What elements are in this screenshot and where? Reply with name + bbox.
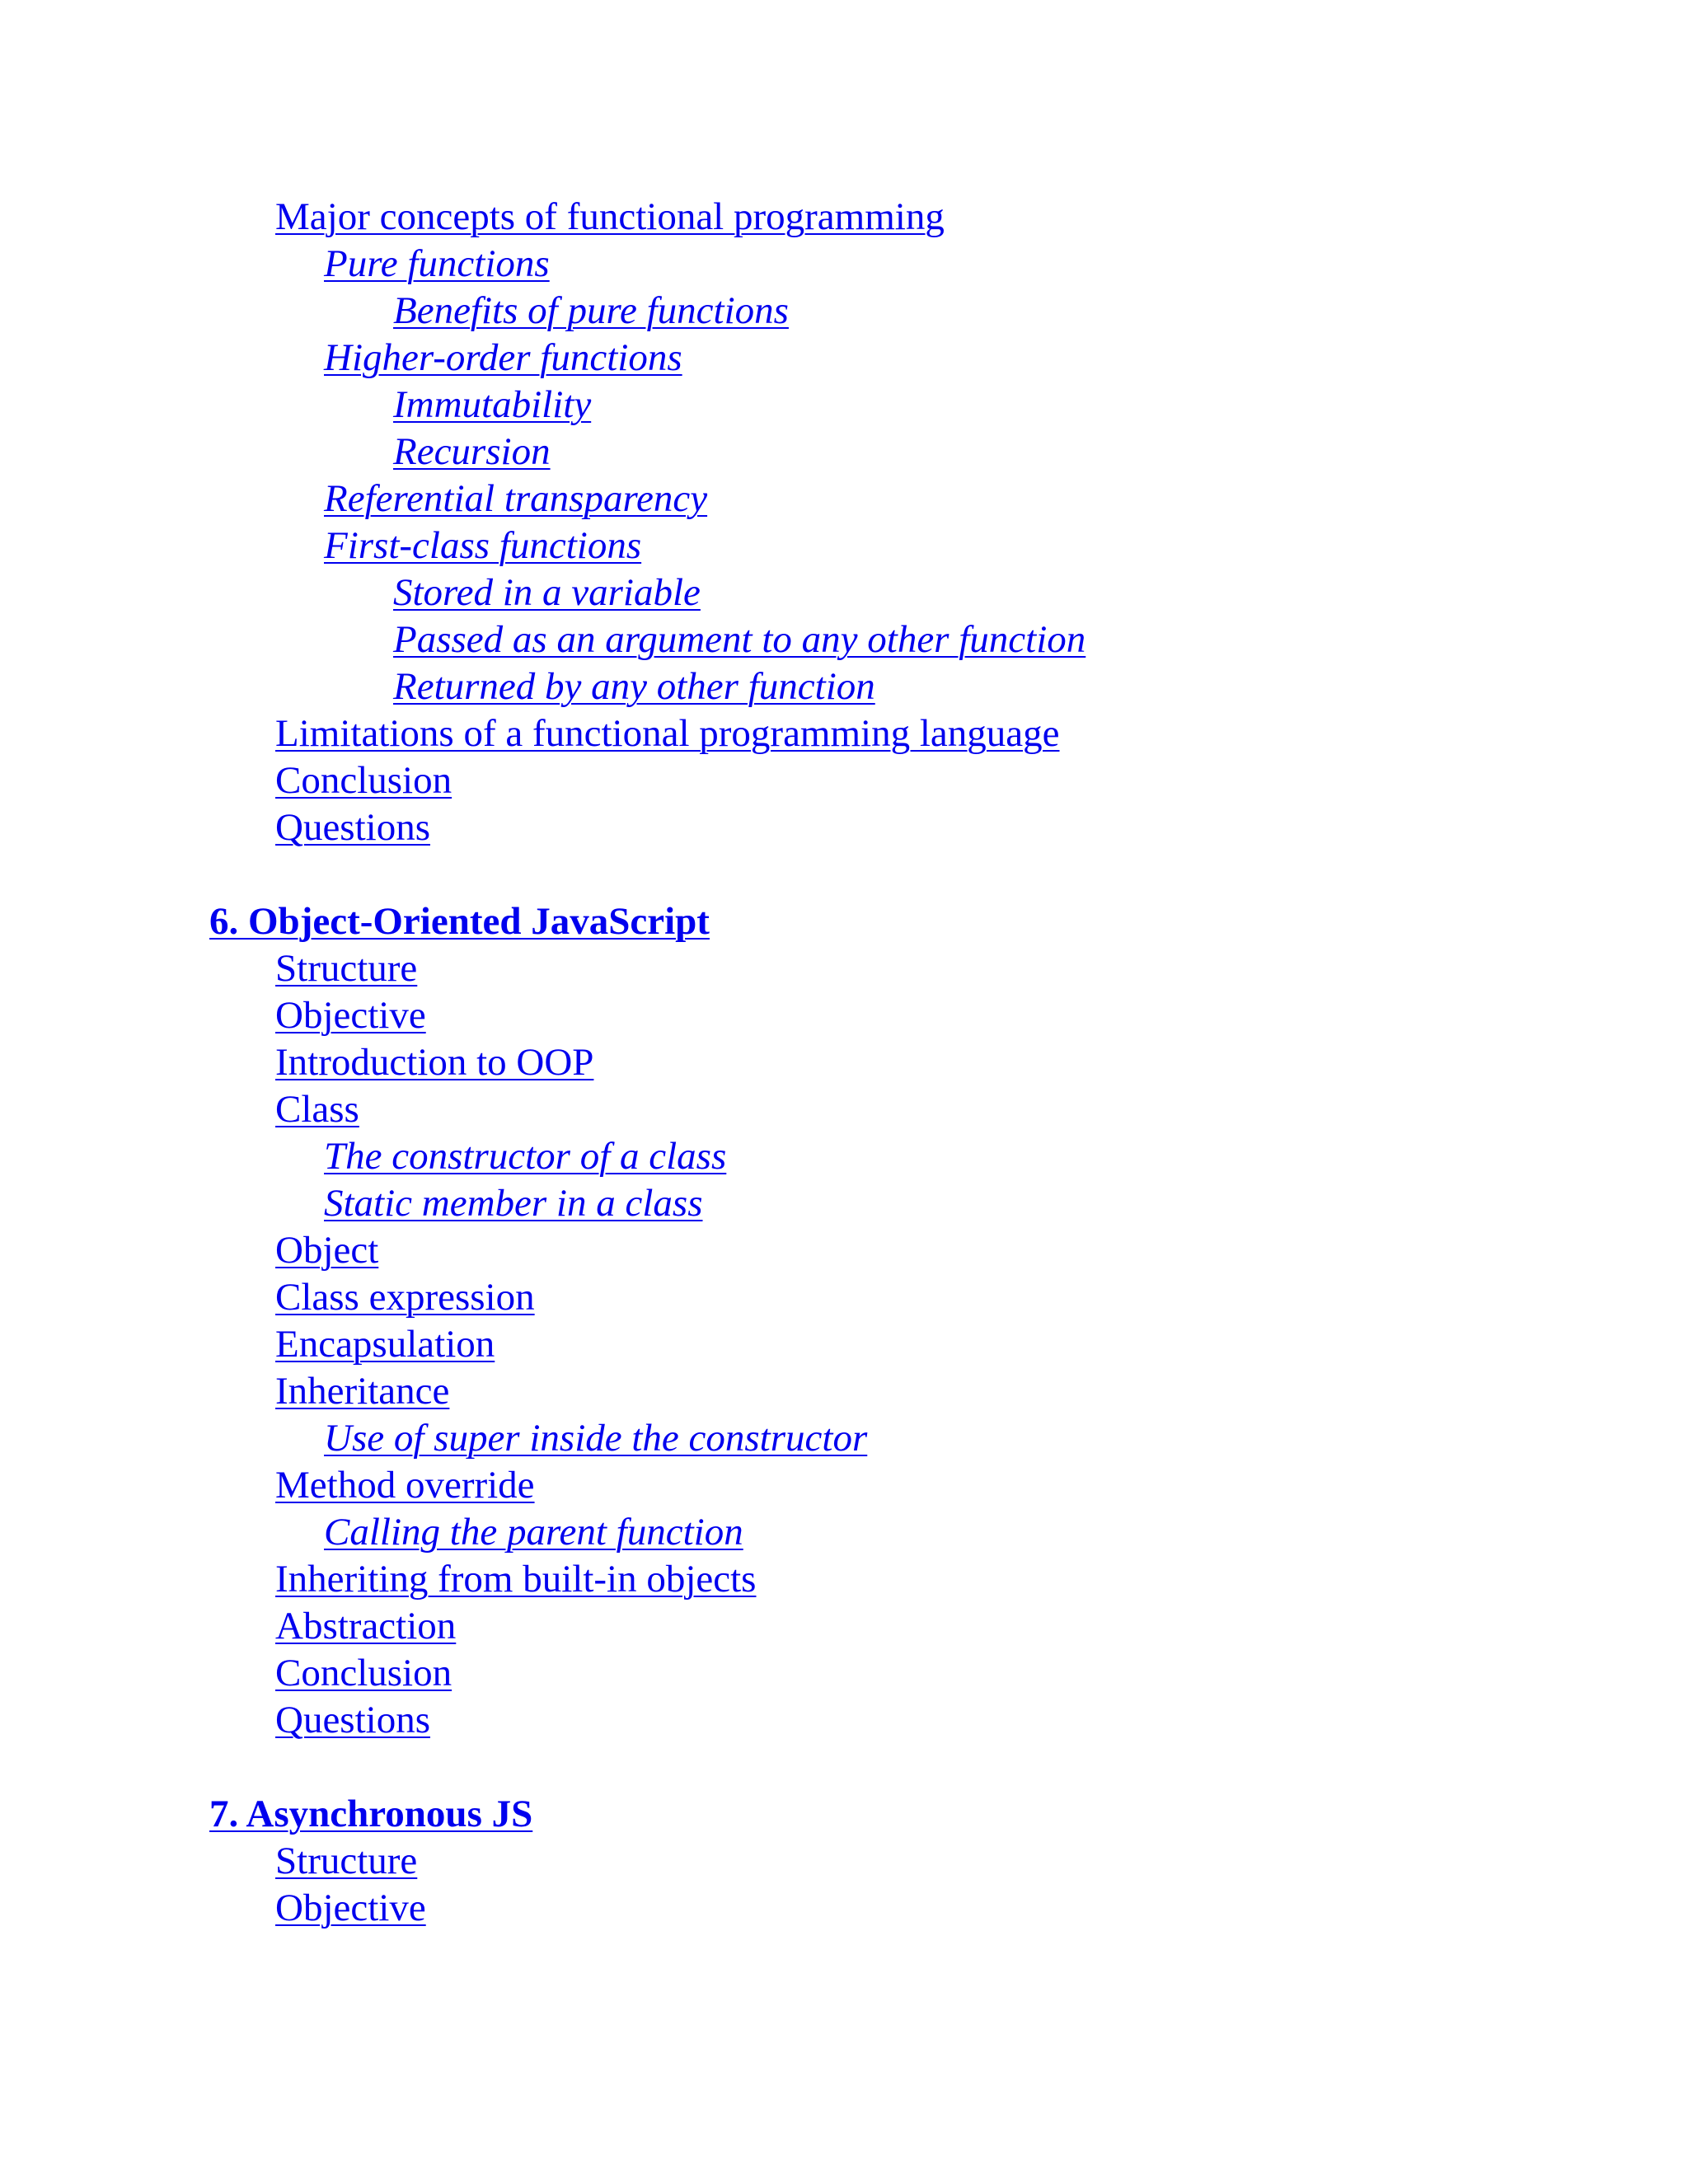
toc-link[interactable]: Benefits of pure functions: [393, 289, 789, 332]
toc-link[interactable]: Passed as an argument to any other function: [393, 618, 1086, 661]
toc-entry[interactable]: [0, 1227, 1688, 1274]
toc-entry[interactable]: [0, 569, 1688, 616]
toc-link[interactable]: Encapsulation: [275, 1323, 495, 1366]
toc-entry[interactable]: [0, 1086, 1688, 1133]
toc-section-continued: [0, 194, 1688, 851]
chapter-heading-7[interactable]: [0, 1791, 1688, 1838]
toc-entry[interactable]: [0, 1885, 1688, 1932]
toc-entry[interactable]: [0, 429, 1688, 476]
toc-link[interactable]: Inheriting from built-in objects: [275, 1558, 757, 1601]
toc-link[interactable]: Inheritance: [275, 1370, 450, 1413]
toc-entry[interactable]: [0, 1509, 1688, 1556]
toc-link[interactable]: Abstraction: [275, 1605, 457, 1647]
toc-link[interactable]: Introduction to OOP: [275, 1041, 594, 1084]
toc-entry[interactable]: [0, 1603, 1688, 1650]
toc-link[interactable]: Pure functions: [324, 242, 550, 285]
toc-link[interactable]: Recursion: [393, 430, 551, 473]
toc-link[interactable]: Immutability: [393, 383, 592, 426]
toc-entry[interactable]: [0, 523, 1688, 569]
toc-entry[interactable]: [0, 1415, 1688, 1462]
toc-link[interactable]: Static member in a class: [324, 1182, 703, 1225]
toc-entry[interactable]: [0, 710, 1688, 757]
toc-entry[interactable]: [0, 757, 1688, 804]
toc-link[interactable]: Returned by any other function: [393, 665, 875, 708]
toc-entry[interactable]: [0, 663, 1688, 710]
toc-entry[interactable]: [0, 476, 1688, 523]
toc-link[interactable]: Use of super inside the constructor: [324, 1417, 868, 1460]
toc-link[interactable]: Conclusion: [275, 1652, 452, 1694]
toc-link[interactable]: The constructor of a class: [324, 1135, 727, 1178]
toc-entry[interactable]: [0, 288, 1688, 335]
toc-link[interactable]: Class: [275, 1088, 359, 1131]
toc-entry[interactable]: [0, 945, 1688, 992]
chapter-7-entries: [0, 1838, 1688, 1932]
chapter-heading-6[interactable]: [0, 898, 1688, 945]
toc-link[interactable]: Structure: [275, 1840, 418, 1882]
toc-entry[interactable]: [0, 1274, 1688, 1321]
toc-entry[interactable]: [0, 1697, 1688, 1744]
toc-link[interactable]: Objective: [275, 994, 426, 1037]
toc-entry[interactable]: [0, 1039, 1688, 1086]
toc-entry[interactable]: [0, 1556, 1688, 1603]
toc-entry[interactable]: [0, 335, 1688, 382]
toc-entry[interactable]: [0, 1368, 1688, 1415]
toc-entry[interactable]: [0, 992, 1688, 1039]
toc-entry[interactable]: [0, 241, 1688, 288]
toc-link[interactable]: Higher-order functions: [324, 336, 682, 379]
toc-entry[interactable]: [0, 1462, 1688, 1509]
toc-link[interactable]: First-class functions: [324, 524, 642, 567]
toc-link[interactable]: Stored in a variable: [393, 571, 701, 614]
toc-link[interactable]: Calling the parent function: [324, 1511, 743, 1554]
toc-entry[interactable]: [0, 804, 1688, 851]
table-of-contents: [0, 194, 1688, 1932]
toc-link[interactable]: Method override: [275, 1464, 535, 1507]
toc-link[interactable]: Referential transparency: [324, 477, 708, 520]
toc-entry[interactable]: [0, 1133, 1688, 1180]
toc-entry[interactable]: [0, 1650, 1688, 1697]
toc-entry[interactable]: [0, 1838, 1688, 1885]
toc-link[interactable]: Major concepts of functional programming: [275, 195, 945, 238]
toc-entry[interactable]: [0, 1180, 1688, 1227]
toc-entry[interactable]: [0, 1321, 1688, 1368]
toc-link[interactable]: Objective: [275, 1886, 426, 1929]
toc-entry[interactable]: [0, 382, 1688, 429]
toc-link[interactable]: Limitations of a functional programming language: [275, 712, 1060, 755]
chapter-link-7[interactable]: 7. Asynchronous JS: [209, 1793, 533, 1835]
toc-entry[interactable]: [0, 616, 1688, 663]
toc-link[interactable]: Questions: [275, 806, 430, 849]
toc-link[interactable]: Class expression: [275, 1276, 535, 1319]
chapter-6-entries: [0, 945, 1688, 1744]
toc-link[interactable]: Questions: [275, 1699, 430, 1741]
chapter-link-6[interactable]: 6. Object-Oriented JavaScript: [209, 900, 710, 943]
toc-link[interactable]: Object: [275, 1229, 379, 1272]
toc-link[interactable]: Structure: [275, 947, 418, 990]
toc-entry[interactable]: [0, 194, 1688, 241]
toc-link[interactable]: Conclusion: [275, 759, 452, 802]
